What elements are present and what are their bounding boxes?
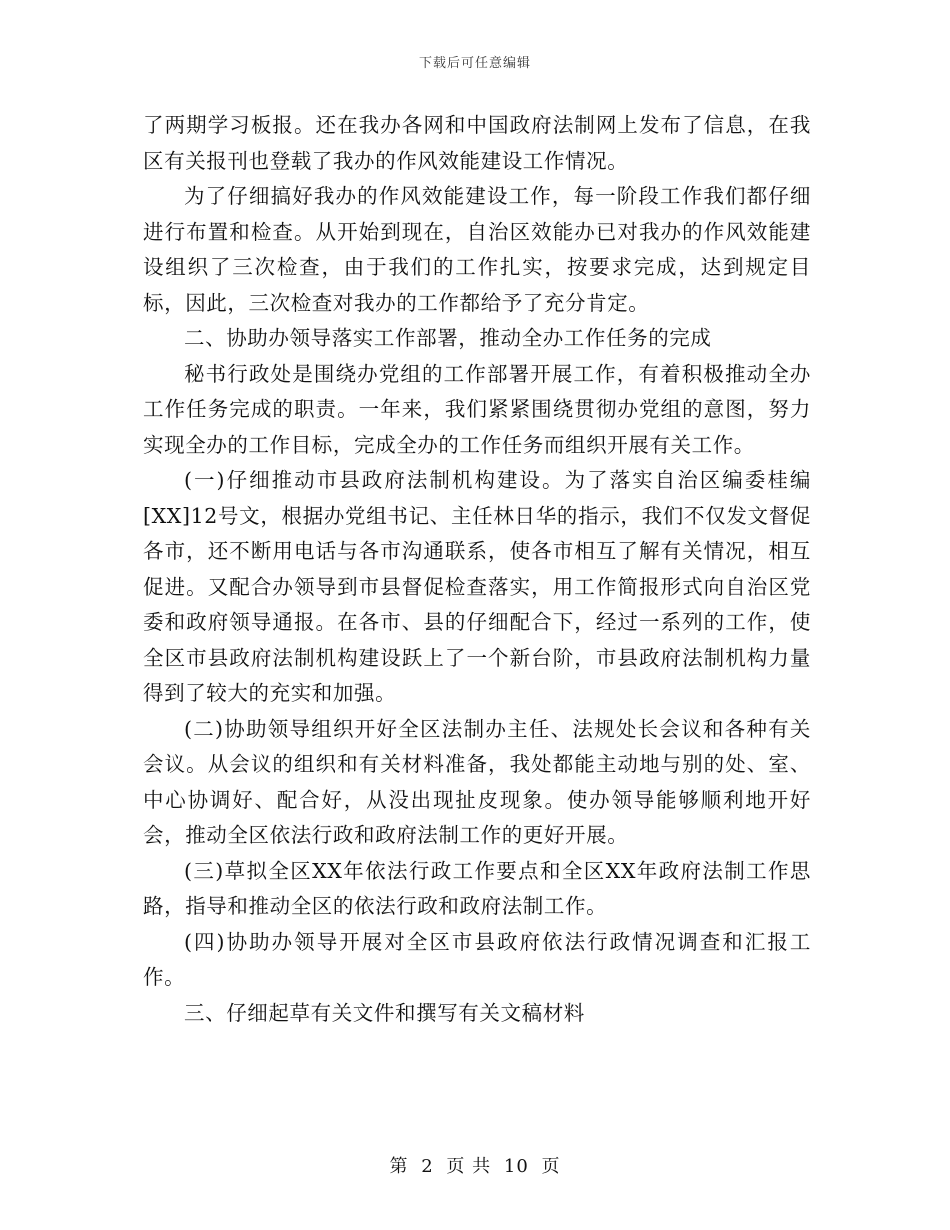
paragraph: 为了仔细搞好我办的作风效能建设工作，每一阶段工作我们都仔细进行布置和检查。从开始到现在，自治区效能办已对我办的作风效能建设组织了三次检查，由于我们的工作扎实，按要求完成，达到规定目标，因此，三次检查对我办的工作都给予了充分肯定。 [143,184,811,315]
paragraph: (四)协助办领导开展对全区市县政府依法行政情况调查和汇报工作。 [143,929,811,989]
paragraph: 秘书行政处是围绕办党组的工作部署开展工作，有着积极推动全办工作任务完成的职责。一年来，我们紧紧围绕贯彻办党组的意图，努力实现全办的工作目标，完成全办的工作任务而组织开展有关工作。 [143,361,811,457]
paragraph: (三)草拟全区XX年依法行政工作要点和全区XX年政府法制工作思路，指导和推动全区的依法行政和政府法制工作。 [143,858,811,918]
paragraph: 了两期学习板报。还在我办各网和中国政府法制网上发布了信息，在我区有关报刊也登载了我办的作风效能建设工作情况。 [143,113,811,173]
footer-suffix: 页 [541,1156,561,1177]
paragraph: (一)仔细推动市县政府法制机构建设。为了落实自治区编委桂编[XX]12号文，根据办党组书记、主任林日华的指示，我们不仅发文督促各市，还不断用电话与各市沟通联系，使各市相互了解有关情况，相互促进。又配合办领导到市县督促检查落实，用工作简报形式向自治区党委和政府领导通报。在各市、县的仔细配合下，经过一系列的工作，使全区市县政府法制机构建设跃上了一个新台阶，市县政府法制机构力量得到了较大的充实和加强。 [143,468,811,705]
page-number: 2 [421,1156,434,1177]
section-heading: 二、协助办领导落实工作部署，推动全办工作任务的完成 [184,326,712,350]
document-body [143,108,811,1031]
page-footer [0,1152,950,1178]
paragraph: (二)协助领导组织开好全区法制办主任、法规处长会议和各种有关会议。从会议的组织和有关材料准备，我处都能主动地与别的处、室、中心协调好、配合好，从没出现扯皮现象。使办领导能够顺利地开好会，推动全区依法行政和政府法制工作的更好开展。 [143,716,811,847]
section-heading: 三、仔细起草有关文件和撰写有关文稿材料 [184,1000,585,1025]
total-pages: 10 [503,1156,529,1177]
page-header: 下载后可任意编辑 [418,56,531,71]
footer-prefix: 第 [389,1156,409,1177]
footer-middle: 页 共 [446,1156,492,1177]
